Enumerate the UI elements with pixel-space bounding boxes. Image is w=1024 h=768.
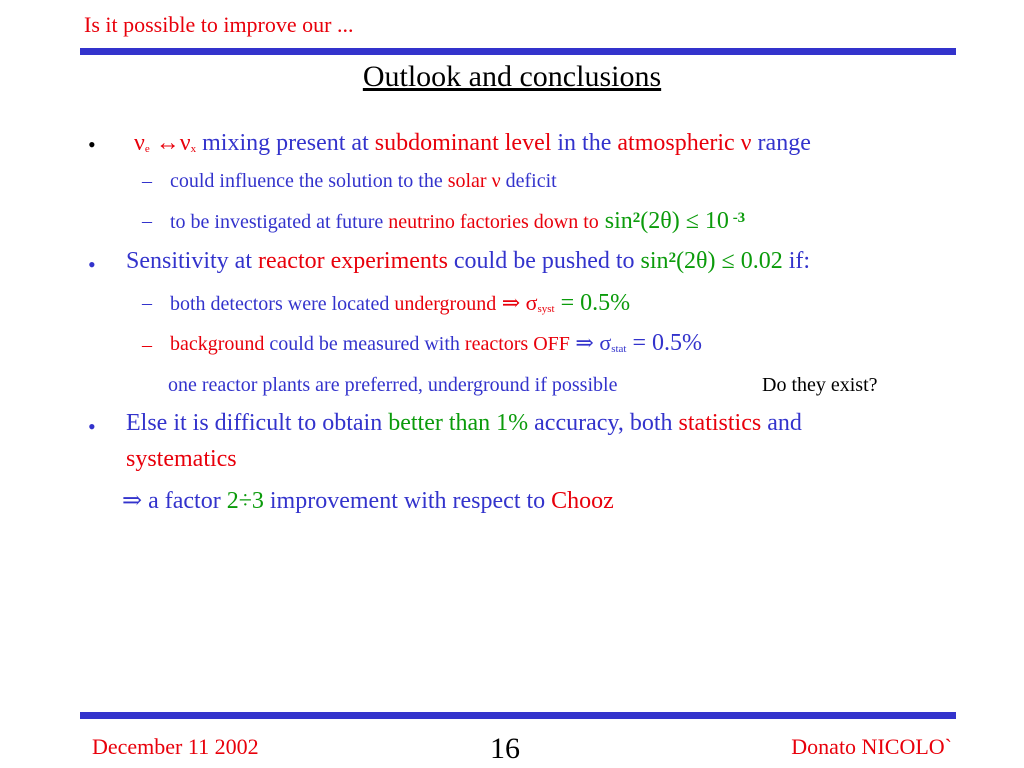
footer-author: Donato NICOLO`	[791, 734, 952, 759]
text: if:	[782, 248, 811, 274]
sub-1-marker: –	[142, 170, 152, 192]
text: mixing present at	[196, 130, 375, 156]
sub-4-text	[170, 330, 702, 357]
highlight: subdominant level	[374, 130, 552, 156]
text: Else it is difficult to obtain	[126, 410, 389, 436]
bullet-3-text	[126, 410, 802, 437]
top-rule	[80, 48, 956, 55]
sigma-subscript: syst	[537, 303, 555, 315]
formula: = 0.5%	[554, 290, 631, 316]
highlight: background	[170, 333, 265, 355]
text: Sensitivity at	[126, 248, 258, 274]
formula-exponent: -3	[728, 210, 746, 226]
text: could be measured with	[264, 333, 465, 355]
nu-symbol: ν	[134, 130, 145, 156]
bullet-2-marker: •	[88, 252, 96, 277]
slide-title: Outlook and conclusions	[362, 60, 662, 93]
text: improvement with respect to	[263, 488, 552, 514]
highlight: Chooz	[551, 488, 614, 514]
sub-3-marker: –	[142, 292, 152, 314]
bullet-2-text	[126, 248, 810, 275]
text: ⇒ a factor	[122, 488, 227, 514]
text: one reactor plants are preferred, underground if possible	[168, 374, 618, 396]
bullet-1-marker: •	[88, 132, 96, 157]
sub-5-text	[168, 374, 617, 397]
highlight: atmospheric ν	[617, 130, 752, 156]
sub-2-marker: –	[142, 210, 152, 232]
highlight: solar ν	[447, 170, 501, 192]
implies-sigma: ⇒ σ	[496, 290, 538, 315]
implies-sigma: ⇒ σ	[569, 330, 612, 355]
sub-3-text	[170, 290, 630, 317]
sigma-subscript: stat	[611, 343, 627, 355]
text: could influence the solution to the	[170, 170, 448, 192]
text: in the	[551, 130, 618, 156]
nu-x-subscript: x	[190, 143, 197, 155]
highlight: better than 1%	[388, 410, 529, 436]
highlight: statistics	[678, 410, 762, 436]
bottom-rule	[80, 712, 956, 719]
page-number: 16	[490, 732, 520, 765]
highlight: reactors OFF	[464, 333, 570, 355]
highlight: underground	[394, 293, 497, 315]
formula: sin	[640, 248, 669, 274]
conclusion-line	[122, 486, 614, 515]
formula: (2θ) ≤ 0.02	[676, 248, 783, 274]
formula-exponent: 2	[668, 250, 677, 266]
footer-date: December 11 2002	[92, 734, 259, 759]
sub-1-text	[170, 170, 557, 193]
presentation-title: Is it possible to improve our ...	[84, 12, 354, 37]
text: to be investigated at future	[170, 211, 389, 233]
sub-2-text	[170, 208, 745, 235]
oscillation-arrow: ↔	[155, 130, 180, 156]
text: deficit	[500, 170, 557, 192]
text: and	[761, 410, 802, 436]
formula: (2θ) ≤ 10	[640, 208, 729, 234]
text: could be pushed to	[447, 248, 641, 274]
formula: sin	[598, 208, 633, 234]
text: range	[751, 130, 811, 156]
nu-symbol-2: ν	[179, 130, 191, 156]
text: both detectors were located	[170, 293, 395, 315]
highlight: neutrino factories down to	[388, 211, 599, 233]
highlight: 2÷3	[226, 488, 264, 514]
sub-4-marker: –	[142, 334, 152, 356]
question-note: Do they exist?	[762, 374, 878, 396]
bullet-1-text	[134, 130, 811, 157]
formula: = 0.5%	[626, 330, 703, 356]
nu-e-subscript: e	[144, 143, 150, 155]
text: accuracy, both	[528, 410, 679, 436]
bullet-3-marker: •	[88, 414, 96, 439]
highlight: reactor experiments	[258, 248, 448, 274]
formula-exponent: 2	[632, 210, 641, 226]
bullet-3-text-cont: systematics	[126, 446, 237, 472]
